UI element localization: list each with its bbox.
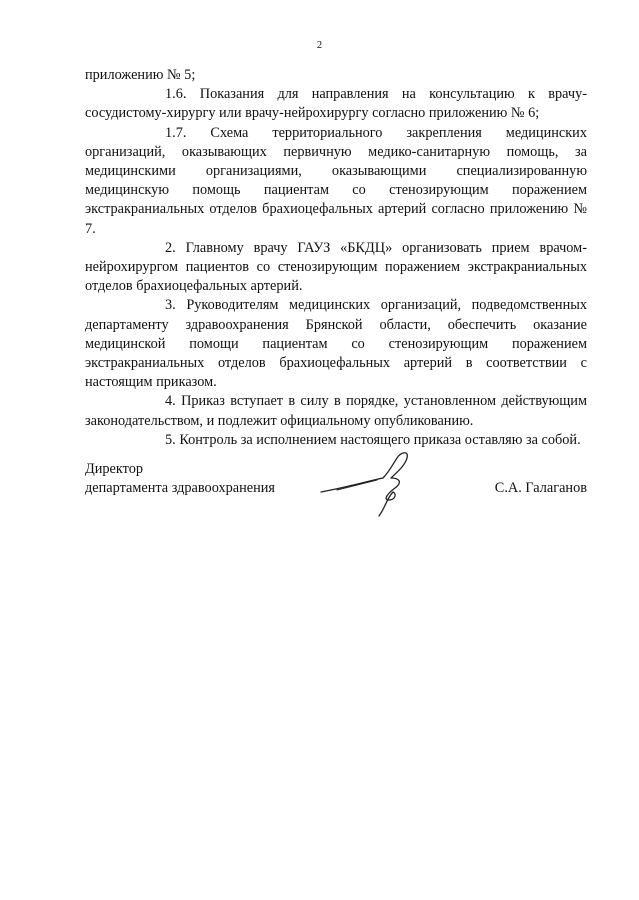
paragraph-number: 1.7. bbox=[165, 124, 187, 141]
paragraph-number: 4. bbox=[165, 393, 176, 410]
paragraph-text: Руководителям медицинских организаций, подведомственных департаменту здравоохранения Брянской области, обеспечить оказание медицинской помощи пациентам со стенозирующим поражением экстракраниальных отделов брахиоцефальных артерий в соответствии с настоящим приказом. bbox=[85, 297, 587, 391]
page-number: 2 bbox=[316, 40, 323, 51]
paragraph-text: приложению № 5; bbox=[85, 67, 196, 83]
paragraph-number: 3. bbox=[165, 297, 176, 314]
paragraph-number: 5. bbox=[165, 431, 176, 448]
paragraph-text: Приказ вступает в силу в порядке, установленном действующим законодательством, и подлежит официальному опубликованию. bbox=[85, 393, 588, 429]
signatory-position-line2: департамента здравоохранения bbox=[85, 480, 275, 496]
paragraph-text: Контроль за исполнением настоящего приказа оставляю за собой. bbox=[179, 431, 581, 448]
handwritten-signature bbox=[317, 448, 427, 520]
signatory-position-line1: Директор bbox=[85, 461, 144, 477]
paragraph-text: Показания для направления на консультацию к врачу-сосудистому-хирургу или врачу-нейрохирургу согласно приложению № 6; bbox=[85, 86, 588, 122]
signatory-name: С.А. Галаганов bbox=[494, 480, 587, 496]
document-body bbox=[85, 66, 587, 450]
paragraph-4 bbox=[85, 392, 587, 430]
signature-block bbox=[85, 460, 587, 530]
paragraph-text: Главному врачу ГАУЗ «БКДЦ» организовать прием врачом-нейрохирургом пациентов со стенозирующим поражением экстракраниальных отделов брахиоцефальных артерий. bbox=[85, 239, 587, 295]
paragraph-3 bbox=[85, 296, 587, 392]
paragraph-1-7 bbox=[85, 124, 587, 239]
paragraph-number: 1.6. bbox=[165, 86, 187, 103]
paragraph-text: Схема территориального закрепления медицинских организаций, оказывающих первичную медико-санитарную помощь, за медицинскими организациями, оказывающими специализированную медицинскую помощь пациентам со стенозирующим поражением экстракраниальных отделов брахиоцефальных артерий согласно приложению № 7. bbox=[85, 124, 587, 237]
paragraph-continuation bbox=[85, 66, 587, 85]
paragraph-1-6 bbox=[85, 85, 587, 123]
paragraph-2 bbox=[85, 239, 587, 297]
paragraph-number: 2. bbox=[165, 239, 176, 256]
